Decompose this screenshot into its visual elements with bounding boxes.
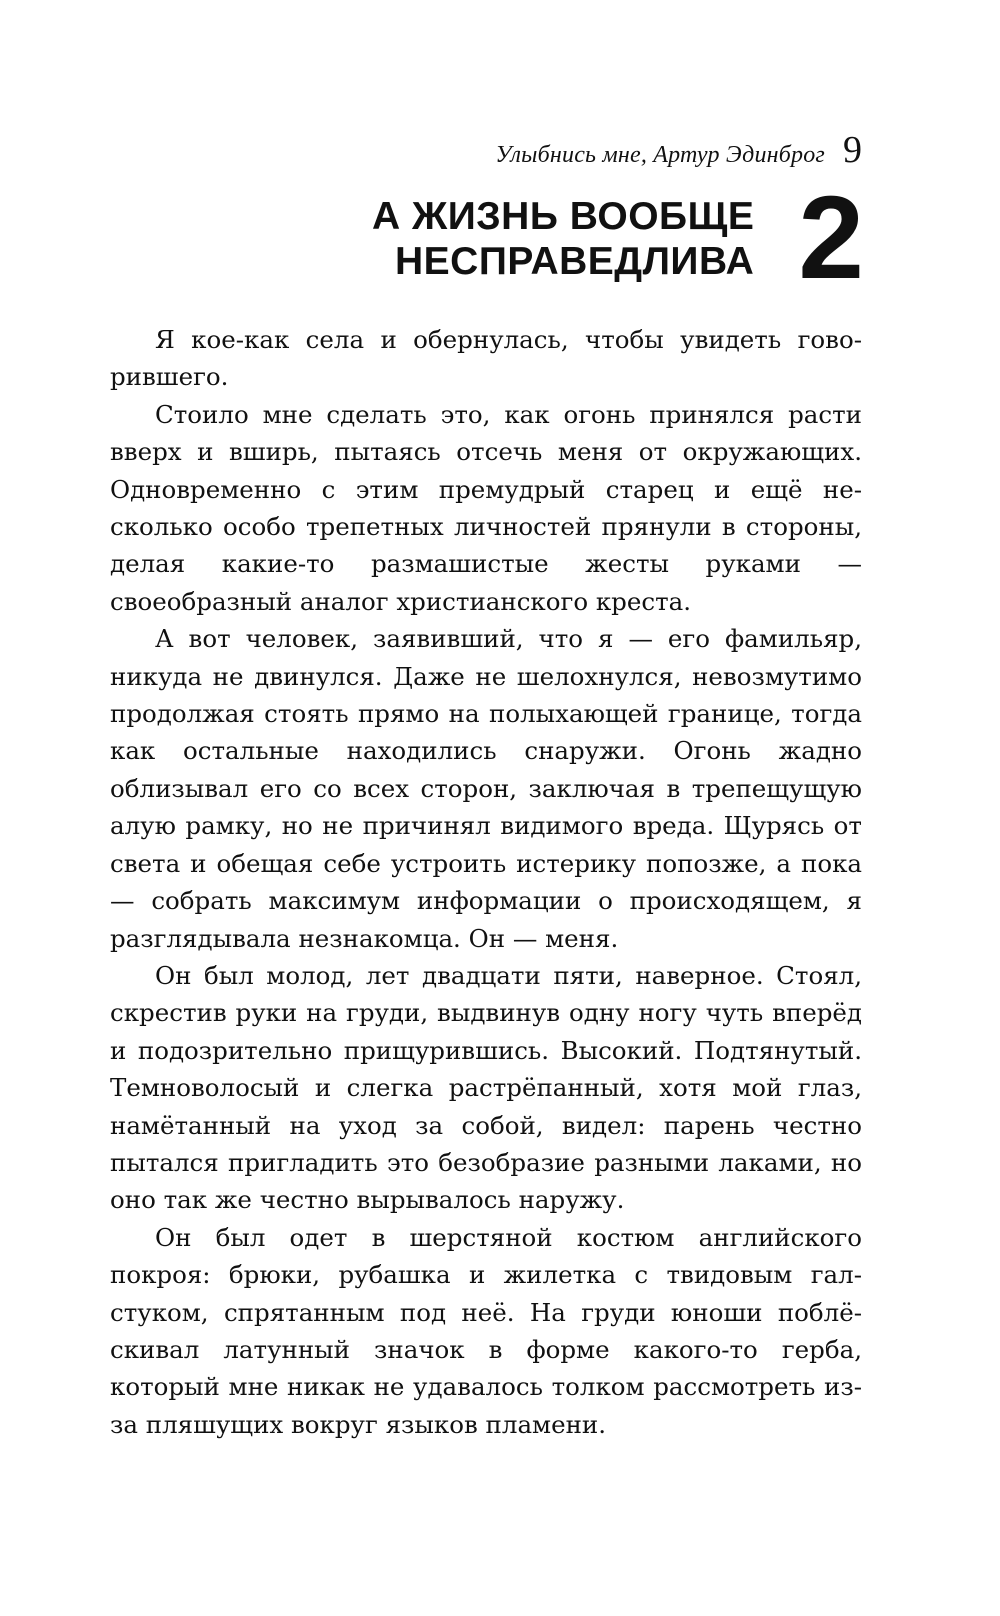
running-head xyxy=(495,128,862,172)
chapter-heading xyxy=(371,172,862,304)
page-number: 9 xyxy=(843,129,862,171)
chapter-number: 2 xyxy=(798,172,862,304)
paragraph-4: Он был молод, лет двадцати пяти, наверное. Стоял, скрестив руки на груди, выдвинув одну ногу чуть вперёд и подозрительно прищурившись. Высокий. Подтянутый. Темноволосый и слегка растрёпанный, хотя мой глаз, намётанный на уход за собой, видел: парень честно пытался пригладить это безобразие разными лаками, но оно так же честно вырывалось наружу. xyxy=(110,960,862,1215)
paragraph-5: Он был одет в шерстяной костюм английского покроя: брюки, рубашка и жилетка с твидовым галстуком, спрятанным под неё. На груди юноши поблёскивал латунный значок в форме какого-то герба, который мне никак не удавалось толком рассмотреть из-за пляшущих вокруг языков пламени. xyxy=(110,1222,862,1439)
chapter-title-line-1: А ЖИЗНЬ ВООБЩЕ xyxy=(371,195,755,238)
paragraph-2: Стоило мне сделать это, как огонь принялся расти вверх и вширь, пытаясь отсечь меня от окружающих. Одновременно с этим премудрый старец и ещё несколько особо трепетных личностей прянули в стороны, делая какие-то размашистые жесты руками — своеобразный аналог христианского креста. xyxy=(110,399,862,616)
paragraph-1: Я кое-как села и обернулась, чтобы увидеть говорившего. xyxy=(110,325,862,392)
body-text xyxy=(110,321,862,1443)
book-title: Улыбнись мне, Артур Эдинброг xyxy=(495,142,825,168)
chapter-title xyxy=(372,194,754,284)
paragraph-3: А вот человек, заявивший, что я — его фамильяр, никуда не двинулся. Даже не шелохнулся, невозмутимо продолжая стоять прямо на полыхающей границе, тогда как остальные находились снаружи. Огонь жадно облизывал его со всех сторон, заключая в трепещущую алую рамку, но не причинял видимого вреда. Щурясь от света и обещая себе устроить истерику попозже, а пока — собрать максимум информации о происходящем, я разглядывала незнакомца. Он — меня. xyxy=(110,624,862,953)
chapter-title-line-2: НЕСПРАВЕДЛИВА xyxy=(394,240,755,283)
